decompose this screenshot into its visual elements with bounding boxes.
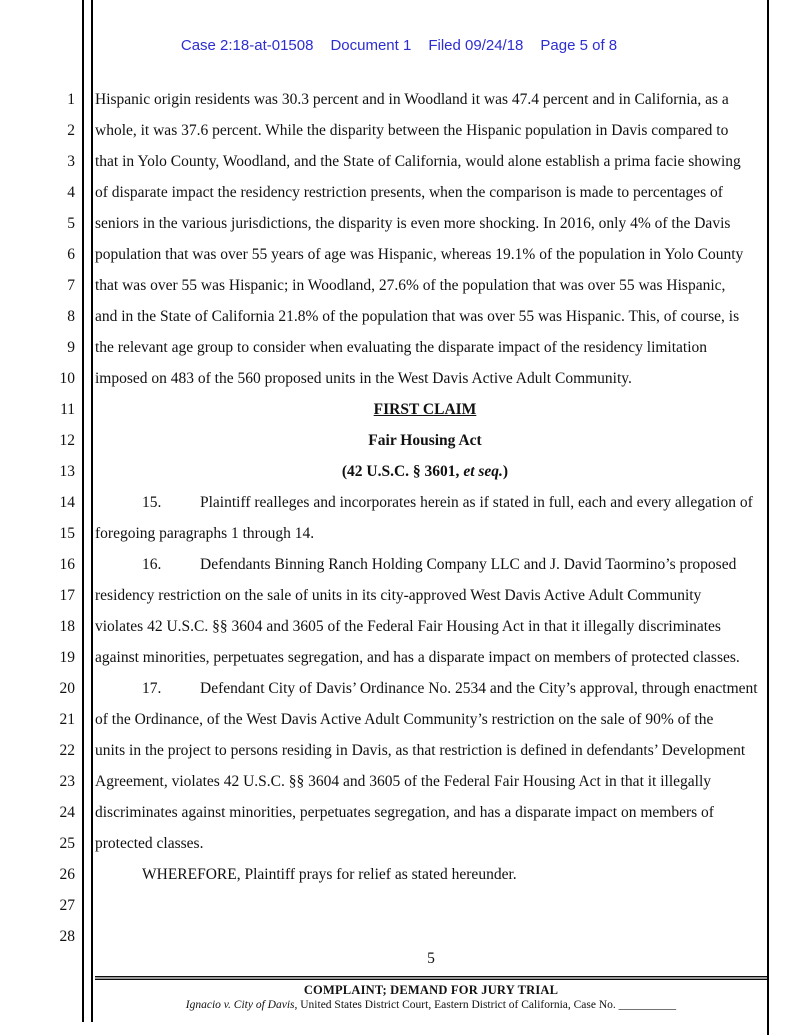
line-number: 4 (67, 184, 75, 201)
line-text: residency restriction on the sale of units in its city-approved West Davis Active Adult Community (95, 587, 702, 604)
line-text: seniors in the various jurisdictions, the disparity is even more shocking. In 2016, only 4% of the Davis (95, 215, 731, 232)
pleading-line (0, 456, 767, 487)
line-number: 8 (67, 308, 75, 325)
line-text: that was over 55 was Hispanic; in Woodland, 27.6% of the population that was over 55 was Hispanic, (95, 277, 726, 294)
line-number: 1 (67, 91, 75, 108)
pleading-line (0, 642, 767, 673)
pleading-line (0, 828, 767, 859)
pleading-line (0, 890, 767, 921)
pleading-line (0, 270, 767, 301)
case-stamp (30, 37, 768, 54)
line-text: violates 42 U.S.C. §§ 3604 and 3605 of the Federal Fair Housing Act in that it illegally discriminates (95, 618, 721, 635)
pleading-line (0, 921, 767, 952)
pleading-line (0, 177, 767, 208)
pleading-line (0, 859, 767, 890)
line-number: 24 (59, 804, 75, 821)
page-number: 5 (427, 950, 435, 967)
pleading-line (0, 611, 767, 642)
line-text: of disparate impact the residency restriction presents, when the comparison is made to percentages of (95, 184, 723, 201)
pleading-line (0, 239, 767, 270)
pleading-line (0, 84, 767, 115)
pleading-line (0, 549, 767, 580)
stamp-case-number: Case 2:18-at-01508 (180, 37, 314, 54)
line-text: 15. Plaintiff realleges and incorporates herein as if stated in full, each and every allegation of (95, 487, 767, 518)
line-number: 12 (59, 432, 75, 449)
line-number: 27 (59, 897, 75, 914)
pleading-line (0, 208, 767, 239)
footer-rule (95, 976, 767, 980)
line-number: 26 (59, 866, 75, 883)
pleading-line (0, 766, 767, 797)
line-text: of the Ordinance, of the West Davis Active Adult Community’s restriction on the sale of 90% of the (95, 711, 714, 728)
pleading-line (0, 518, 767, 549)
line-number: 18 (59, 618, 75, 635)
line-text: FIRST CLAIM (373, 401, 477, 418)
pleading-line (0, 332, 767, 363)
line-text: protected classes. (95, 835, 204, 852)
line-text: WHEREFORE, Plaintiff prays for relief as stated hereunder. (142, 866, 517, 883)
line-text: 17. Defendant City of Davis’ Ordinance No. 2534 and the City’s approval, through enactment (95, 673, 770, 704)
paragraph-number: 16. (142, 556, 162, 573)
footer-case-name: Ignacio v. City of Davis (185, 999, 295, 1011)
line-number: 3 (67, 153, 75, 170)
pleading-line (0, 797, 767, 828)
footer-court-info: , United States District Court, Eastern District of California, Case No. __________ (294, 999, 677, 1011)
line-text: 16. Defendants Binning Ranch Holding Company LLC and J. David Taormino’s proposed (95, 549, 767, 580)
line-number: 13 (59, 463, 75, 480)
line-number: 17 (59, 587, 75, 604)
pleading-line (0, 487, 767, 518)
pleading-line (0, 735, 767, 766)
pleading-body (0, 84, 767, 952)
line-number: 10 (59, 370, 75, 387)
line-number: 25 (59, 835, 75, 852)
paragraph-number: 17. (142, 680, 162, 697)
line-text: foregoing paragraphs 1 through 14. (95, 525, 315, 542)
line-text (95, 890, 767, 921)
line-text (95, 921, 767, 952)
pleading-line (0, 394, 767, 425)
line-number: 22 (59, 742, 75, 759)
line-number: 23 (59, 773, 75, 790)
line-number: 2 (67, 122, 75, 139)
line-number: 15 (59, 525, 75, 542)
stamp-document-number: Document 1 (330, 37, 412, 54)
line-text: discriminates against minorities, perpetuates segregation, and has a disparate impact on members of (95, 804, 714, 821)
line-number: 11 (60, 401, 75, 418)
pleading-line (0, 146, 767, 177)
pleading-line (0, 363, 767, 394)
line-text: Agreement, violates 42 U.S.C. §§ 3604 and 3605 of the Federal Fair Housing Act in that it illegally (95, 773, 712, 790)
line-text: Hispanic origin residents was 30.3 percent and in Woodland it was 47.4 percent and in California, as a (95, 91, 729, 108)
line-text: population that was over 55 years of age was Hispanic, whereas 19.1% of the population in Yolo County (95, 246, 744, 263)
pleading-line (0, 580, 767, 611)
line-text: whole, it was 37.6 percent. While the disparity between the Hispanic population in Davis compared to (95, 122, 729, 139)
line-text: units in the project to persons residing in Davis, as that restriction is defined in defendants’ Development (95, 742, 746, 759)
pleading-line (0, 425, 767, 456)
page-right-border (767, 0, 769, 1035)
line-text: that in Yolo County, Woodland, and the State of California, would alone establish a prima facie showing (95, 153, 741, 170)
footer-case-citation (95, 999, 767, 1011)
line-number: 21 (59, 711, 75, 728)
line-text: (42 U.S.C. § 3601, et seq.) (341, 463, 509, 480)
paragraph-number: 15. (142, 494, 162, 511)
line-number: 6 (67, 246, 75, 263)
line-text: Fair Housing Act (368, 432, 482, 449)
line-text: imposed on 483 of the 560 proposed units in the West Davis Active Adult Community. (95, 370, 632, 387)
line-number: 9 (67, 339, 75, 356)
stamp-filed-date: Filed 09/24/18 (428, 37, 524, 54)
line-number: 19 (59, 649, 75, 666)
pleading-line (0, 301, 767, 332)
stamp-page-count: Page 5 of 8 (540, 37, 618, 54)
line-number: 28 (59, 928, 75, 945)
line-number: 16 (59, 556, 75, 573)
line-text: and in the State of California 21.8% of the population that was over 55 was Hispanic. This, of course, is (95, 308, 740, 325)
line-number: 14 (59, 494, 75, 511)
line-text: the relevant age group to consider when evaluating the disparate impact of the residency limitation (95, 339, 708, 356)
line-text: against minorities, perpetuates segregation, and has a disparate impact on members of protected classes. (95, 649, 740, 666)
line-number: 20 (59, 680, 75, 697)
pleading-line (0, 704, 767, 735)
pleading-line (0, 673, 767, 704)
line-number: 5 (67, 215, 75, 232)
footer-document-title: COMPLAINT; DEMAND FOR JURY TRIAL (303, 983, 559, 997)
line-number: 7 (67, 277, 75, 294)
pleading-line (0, 115, 767, 146)
